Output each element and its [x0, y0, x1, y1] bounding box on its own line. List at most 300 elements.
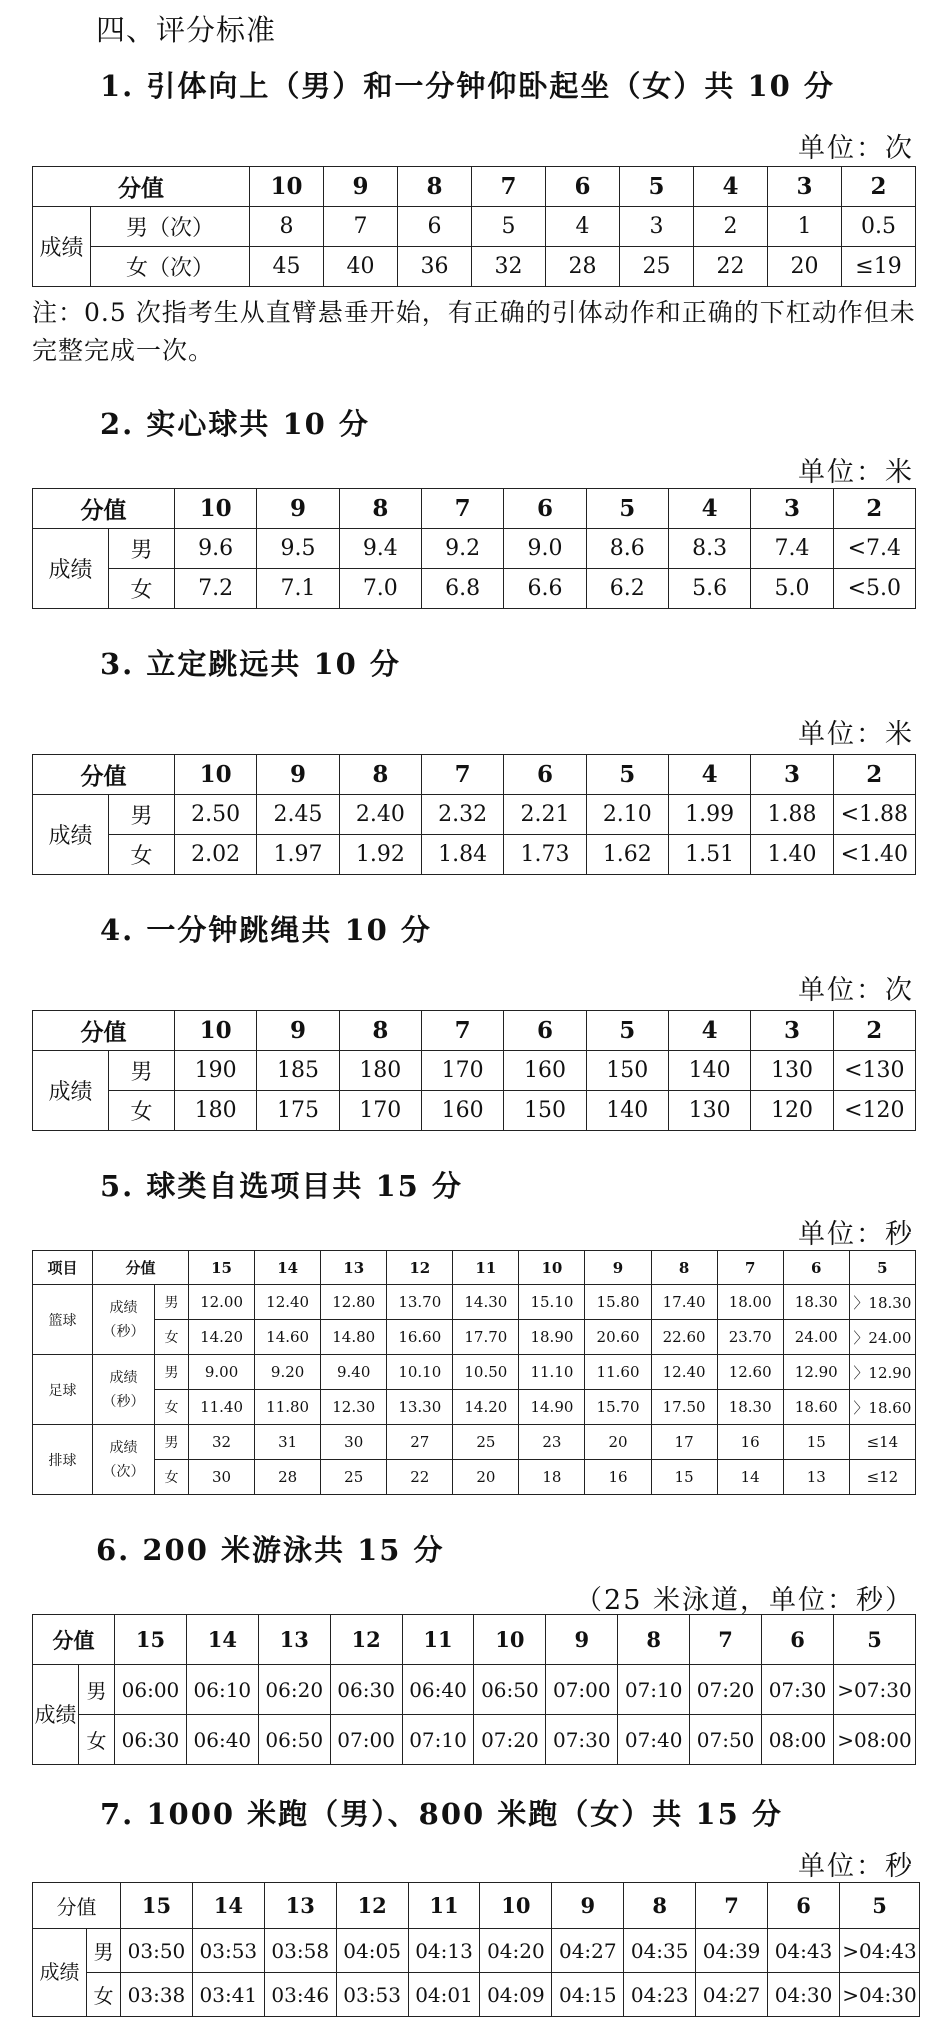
score-cell: 5	[586, 489, 668, 529]
value-cell: 190	[175, 1051, 257, 1091]
event-5-unit: 单位：秒	[798, 1219, 914, 1250]
value-cell: 15.10	[519, 1285, 585, 1320]
value-cell: 07:20	[474, 1715, 546, 1765]
value-cell: 03:38	[121, 1973, 193, 2017]
value-cell: 20	[585, 1425, 651, 1460]
table-row	[33, 1929, 920, 1973]
value-cell: 9.6	[175, 529, 257, 569]
value-cell: 06:50	[474, 1665, 546, 1715]
score-cell: 4	[668, 489, 750, 529]
value-cell: 12.80	[321, 1285, 387, 1320]
value-cell: 03:58	[264, 1929, 336, 1973]
score-cell: 7	[696, 1883, 768, 1929]
value-cell: 18.30	[783, 1285, 849, 1320]
value-cell: 18	[519, 1460, 585, 1495]
value-cell: 10.10	[387, 1355, 453, 1390]
row-label: 女	[87, 1973, 121, 2017]
score-cell: 7	[421, 489, 503, 529]
value-cell: 13.30	[387, 1390, 453, 1425]
table-row	[33, 1051, 916, 1091]
value-cell: 07:10	[402, 1715, 474, 1765]
value-cell: 2.45	[257, 795, 339, 835]
row-label: 女	[79, 1715, 115, 1765]
score-cell: 10	[175, 755, 257, 795]
item-header: 项目	[33, 1251, 93, 1285]
value-cell: 15.80	[585, 1285, 651, 1320]
score-cell: 8	[651, 1251, 717, 1285]
score-cell: 9	[585, 1251, 651, 1285]
row-label: 男	[155, 1285, 189, 1320]
value-cell: 17	[651, 1425, 717, 1460]
value-cell: 5	[472, 207, 546, 247]
score-cell: 9	[257, 1011, 339, 1051]
value-cell: <120	[833, 1091, 915, 1131]
value-cell: 25	[620, 247, 694, 287]
value-cell: 15	[651, 1460, 717, 1495]
score-cell: 12	[336, 1883, 408, 1929]
section-title: 四、评分标准	[96, 13, 277, 47]
value-cell: 14	[717, 1460, 783, 1495]
value-cell: 03:41	[192, 1973, 264, 2017]
value-cell: <5.0	[833, 569, 915, 609]
row-label: 女	[109, 835, 175, 875]
value-cell: 22	[694, 247, 768, 287]
score-cell: 6	[504, 755, 586, 795]
value-cell: 04:05	[336, 1929, 408, 1973]
item-volleyball: 排球	[33, 1425, 93, 1495]
score-cell: 7	[421, 1011, 503, 1051]
value-cell: 1.62	[586, 835, 668, 875]
score-cell: 10	[250, 167, 324, 207]
value-cell: 2.21	[504, 795, 586, 835]
value-cell: 8.3	[668, 529, 750, 569]
value-cell: >04:30	[840, 1973, 920, 2017]
value-cell: 06:10	[186, 1665, 258, 1715]
score-cell: 11	[453, 1251, 519, 1285]
value-cell: 4	[546, 207, 620, 247]
value-cell: 12.60	[717, 1355, 783, 1390]
score-cell: 3	[751, 489, 833, 529]
score-cell: 5	[834, 1615, 916, 1665]
score-cell: 8	[339, 1011, 421, 1051]
table-row	[33, 1460, 916, 1495]
score-cell: 6	[768, 1883, 840, 1929]
result-label: 成绩	[33, 1051, 109, 1131]
row-label: 女（次）	[91, 247, 250, 287]
value-cell: 13	[783, 1460, 849, 1495]
value-cell: 11.80	[255, 1390, 321, 1425]
value-cell: 04:23	[624, 1973, 696, 2017]
event-5-title: 5. 球类自选项目共 15 分	[100, 1169, 463, 1203]
score-cell: 5	[620, 167, 694, 207]
value-cell: 04:20	[480, 1929, 552, 1973]
value-cell: 15.70	[585, 1390, 651, 1425]
score-cell: 3	[751, 755, 833, 795]
value-cell: 〉24.00	[849, 1320, 915, 1355]
value-cell: 7.0	[339, 569, 421, 609]
value-cell: 11.40	[189, 1390, 255, 1425]
score-cell: 14	[186, 1615, 258, 1665]
value-cell: 20.60	[585, 1320, 651, 1355]
result-label: 成绩	[33, 207, 91, 287]
event-1-note: 注：0.5 次指考生从直臂悬垂开始，有正确的引体动作和正确的下杠动作但未完整完成一次。	[32, 298, 916, 365]
score-cell: 11	[408, 1883, 480, 1929]
value-cell: 9.40	[321, 1355, 387, 1390]
value-cell: ≤14	[849, 1425, 915, 1460]
event-7-unit: 单位：秒	[798, 1851, 914, 1882]
score-cell: 6	[504, 1011, 586, 1051]
score-cell: 7	[472, 167, 546, 207]
value-cell: 13.70	[387, 1285, 453, 1320]
event-4-table	[32, 1010, 916, 1131]
score-cell: 9	[546, 1615, 618, 1665]
value-cell: 185	[257, 1051, 339, 1091]
value-cell: 22.60	[651, 1320, 717, 1355]
result-label: 成绩	[33, 1929, 87, 2017]
score-cell: 10	[519, 1251, 585, 1285]
table-row	[33, 795, 916, 835]
value-cell: 〉18.30	[849, 1285, 915, 1320]
value-cell: 04:30	[768, 1973, 840, 2017]
table-row	[33, 1355, 916, 1390]
value-cell: 6	[398, 207, 472, 247]
event-1-table	[32, 166, 916, 287]
value-cell: 25	[453, 1425, 519, 1460]
event-2-title: 2. 实心球共 10 分	[100, 407, 370, 441]
value-cell: 180	[339, 1051, 421, 1091]
value-cell: 06:30	[115, 1715, 187, 1765]
value-cell: 2.32	[421, 795, 503, 835]
value-cell: 1.92	[339, 835, 421, 875]
value-cell: 150	[504, 1091, 586, 1131]
row-label: 男	[109, 795, 175, 835]
value-cell: 23.70	[717, 1320, 783, 1355]
value-cell: 07:50	[690, 1715, 762, 1765]
value-cell: <130	[833, 1051, 915, 1091]
result-label: 成绩（秒）	[93, 1355, 155, 1425]
event-6-table	[32, 1614, 916, 1765]
row-label: 女	[155, 1320, 189, 1355]
score-cell: 10	[474, 1615, 546, 1665]
table-row	[33, 207, 916, 247]
value-cell: 16	[585, 1460, 651, 1495]
score-cell: 3	[751, 1011, 833, 1051]
event-3-title: 3. 立定跳远共 10 分	[100, 647, 401, 681]
value-cell: 10.50	[453, 1355, 519, 1390]
result-label: 成绩	[33, 795, 109, 875]
score-cell: 2	[842, 167, 916, 207]
score-cell: 6	[783, 1251, 849, 1285]
score-cell: 3	[768, 167, 842, 207]
value-cell: 16	[717, 1425, 783, 1460]
value-cell: 20	[768, 247, 842, 287]
value-cell: 9.4	[339, 529, 421, 569]
value-cell: 175	[257, 1091, 339, 1131]
value-cell: 32	[472, 247, 546, 287]
value-cell: 0.5	[842, 207, 916, 247]
row-label: 女	[109, 569, 175, 609]
score-cell: 7	[421, 755, 503, 795]
value-cell: 18.60	[783, 1390, 849, 1425]
value-cell: 5.0	[751, 569, 833, 609]
value-cell: 04:09	[480, 1973, 552, 2017]
score-cell: 7	[717, 1251, 783, 1285]
score-cell: 4	[668, 1011, 750, 1051]
value-cell: 04:15	[552, 1973, 624, 2017]
value-cell: 22	[387, 1460, 453, 1495]
value-cell: 06:20	[258, 1665, 330, 1715]
value-cell: 1.88	[751, 795, 833, 835]
value-cell: 04:01	[408, 1973, 480, 2017]
value-cell: 12.40	[651, 1355, 717, 1390]
value-cell: 14.60	[255, 1320, 321, 1355]
row-label: 男	[155, 1425, 189, 1460]
score-cell: 10	[175, 1011, 257, 1051]
score-cell: 8	[618, 1615, 690, 1665]
value-cell: 6.6	[504, 569, 586, 609]
value-cell: 160	[421, 1091, 503, 1131]
value-cell: 20	[453, 1460, 519, 1495]
score-cell: 11	[402, 1615, 474, 1665]
score-cell: 9	[324, 167, 398, 207]
value-cell: 〉18.60	[849, 1390, 915, 1425]
score-cell: 5	[586, 1011, 668, 1051]
value-cell: 9.2	[421, 529, 503, 569]
score-cell: 10	[480, 1883, 552, 1929]
value-cell: 04:39	[696, 1929, 768, 1973]
row-label: 男	[109, 529, 175, 569]
row-label: 男（次）	[91, 207, 250, 247]
value-cell: 25	[321, 1460, 387, 1495]
value-cell: ≤19	[842, 247, 916, 287]
score-cell: 10	[175, 489, 257, 529]
table-row	[33, 1390, 916, 1425]
score-cell: 6	[762, 1615, 834, 1665]
value-cell: 40	[324, 247, 398, 287]
value-cell: 04:27	[552, 1929, 624, 1973]
value-cell: 7	[324, 207, 398, 247]
value-cell: 1.97	[257, 835, 339, 875]
value-cell: 11.60	[585, 1355, 651, 1390]
value-cell: 28	[546, 247, 620, 287]
score-cell: 13	[264, 1883, 336, 1929]
value-cell: 07:30	[762, 1665, 834, 1715]
result-label: 成绩（次）	[93, 1425, 155, 1495]
value-cell: >07:30	[834, 1665, 916, 1715]
value-cell: 1.84	[421, 835, 503, 875]
score-cell: 2	[833, 755, 915, 795]
value-cell: 30	[321, 1425, 387, 1460]
score-header: 分值	[33, 1883, 121, 1929]
value-cell: 06:40	[402, 1665, 474, 1715]
event-6-title: 6. 200 米游泳共 15 分	[96, 1533, 445, 1567]
event-3-unit: 单位：米	[798, 719, 914, 750]
value-cell: 45	[250, 247, 324, 287]
score-cell: 7	[690, 1615, 762, 1665]
value-cell: 1.40	[751, 835, 833, 875]
value-cell: 2.10	[586, 795, 668, 835]
table-row	[33, 1665, 916, 1715]
value-cell: 07:40	[618, 1715, 690, 1765]
score-cell: 15	[189, 1251, 255, 1285]
value-cell: 07:00	[546, 1665, 618, 1715]
value-cell: 03:53	[192, 1929, 264, 1973]
value-cell: >08:00	[834, 1715, 916, 1765]
value-cell: 18.90	[519, 1320, 585, 1355]
value-cell: 130	[668, 1091, 750, 1131]
table-row	[33, 1091, 916, 1131]
value-cell: 28	[255, 1460, 321, 1495]
value-cell: 07:00	[330, 1715, 402, 1765]
score-header: 分值	[33, 489, 175, 529]
value-cell: 5.6	[668, 569, 750, 609]
event-4-unit: 单位：次	[798, 975, 914, 1006]
event-3-table	[32, 754, 916, 875]
score-cell: 12	[330, 1615, 402, 1665]
score-cell: 9	[257, 489, 339, 529]
value-cell: 14.90	[519, 1390, 585, 1425]
value-cell: 3	[620, 207, 694, 247]
value-cell: 06:40	[186, 1715, 258, 1765]
score-cell: 12	[387, 1251, 453, 1285]
score-header: 分值	[33, 167, 250, 207]
value-cell: 12.90	[783, 1355, 849, 1390]
value-cell: 12.00	[189, 1285, 255, 1320]
value-cell: 17.50	[651, 1390, 717, 1425]
row-label: 女	[109, 1091, 175, 1131]
score-cell: 9	[257, 755, 339, 795]
score-cell: 8	[339, 489, 421, 529]
value-cell: 31	[255, 1425, 321, 1460]
value-cell: 03:53	[336, 1973, 408, 2017]
value-cell: 2.50	[175, 795, 257, 835]
value-cell: 04:43	[768, 1929, 840, 1973]
score-cell: 5	[840, 1883, 920, 1929]
score-cell: 2	[833, 489, 915, 529]
value-cell: 14.30	[453, 1285, 519, 1320]
value-cell: 23	[519, 1425, 585, 1460]
table-row	[33, 1285, 916, 1320]
value-cell: 2.02	[175, 835, 257, 875]
score-cell: 8	[624, 1883, 696, 1929]
value-cell: <1.88	[833, 795, 915, 835]
row-label: 男	[155, 1355, 189, 1390]
event-6-unit: （25 米泳道，单位：秒）	[575, 1585, 914, 1616]
value-cell: 17.40	[651, 1285, 717, 1320]
value-cell: 24.00	[783, 1320, 849, 1355]
value-cell: 150	[586, 1051, 668, 1091]
item-basketball: 篮球	[33, 1285, 93, 1355]
value-cell: 07:20	[690, 1665, 762, 1715]
table-row	[33, 1715, 916, 1765]
value-cell: 180	[175, 1091, 257, 1131]
value-cell: 2	[694, 207, 768, 247]
value-cell: 18.00	[717, 1285, 783, 1320]
score-cell: 4	[694, 167, 768, 207]
table-row	[33, 247, 916, 287]
value-cell: 15	[783, 1425, 849, 1460]
result-label: 成绩	[33, 529, 109, 609]
value-cell: <7.4	[833, 529, 915, 569]
value-cell: 1.99	[668, 795, 750, 835]
value-cell: 140	[586, 1091, 668, 1131]
value-cell: 06:30	[330, 1665, 402, 1715]
value-cell: 30	[189, 1460, 255, 1495]
value-cell: 9.00	[189, 1355, 255, 1390]
value-cell: 06:00	[115, 1665, 187, 1715]
event-7-table	[32, 1882, 920, 2017]
value-cell: 7.1	[257, 569, 339, 609]
value-cell: 12.40	[255, 1285, 321, 1320]
value-cell: 130	[751, 1051, 833, 1091]
value-cell: 03:50	[121, 1929, 193, 1973]
score-cell: 2	[833, 1011, 915, 1051]
value-cell: 〉12.90	[849, 1355, 915, 1390]
score-cell: 9	[552, 1883, 624, 1929]
row-label: 男	[87, 1929, 121, 1973]
table-row	[33, 1973, 920, 2017]
value-cell: 12.30	[321, 1390, 387, 1425]
value-cell: 1.73	[504, 835, 586, 875]
score-cell: 5	[849, 1251, 915, 1285]
score-cell: 15	[121, 1883, 193, 1929]
value-cell: 36	[398, 247, 472, 287]
score-cell: 15	[115, 1615, 187, 1665]
value-cell: 1	[768, 207, 842, 247]
value-cell: 04:27	[696, 1973, 768, 2017]
result-label: 成绩（秒）	[93, 1285, 155, 1355]
value-cell: ≤12	[849, 1460, 915, 1495]
score-cell: 6	[504, 489, 586, 529]
value-cell: 1.51	[668, 835, 750, 875]
value-cell: 03:46	[264, 1973, 336, 2017]
value-cell: 32	[189, 1425, 255, 1460]
value-cell: 11.10	[519, 1355, 585, 1390]
event-1-unit: 单位：次	[798, 133, 914, 164]
value-cell: 6.2	[586, 569, 668, 609]
row-label: 男	[79, 1665, 115, 1715]
value-cell: 8.6	[586, 529, 668, 569]
value-cell: 08:00	[762, 1715, 834, 1765]
value-cell: 8	[250, 207, 324, 247]
value-cell: 14.80	[321, 1320, 387, 1355]
value-cell: 04:13	[408, 1929, 480, 1973]
value-cell: 18.30	[717, 1390, 783, 1425]
score-cell: 8	[398, 167, 472, 207]
score-cell: 8	[339, 755, 421, 795]
value-cell: 2.40	[339, 795, 421, 835]
score-cell: 4	[668, 755, 750, 795]
score-cell: 14	[192, 1883, 264, 1929]
item-football: 足球	[33, 1355, 93, 1425]
score-cell: 13	[321, 1251, 387, 1285]
score-header: 分值	[33, 755, 175, 795]
value-cell: 16.60	[387, 1320, 453, 1355]
table-row	[33, 529, 916, 569]
value-cell: 27	[387, 1425, 453, 1460]
value-cell: 9.20	[255, 1355, 321, 1390]
value-cell: <1.40	[833, 835, 915, 875]
value-cell: 9.5	[257, 529, 339, 569]
row-label: 女	[155, 1390, 189, 1425]
result-label: 成绩	[33, 1665, 79, 1765]
value-cell: >04:43	[840, 1929, 920, 1973]
row-label: 男	[109, 1051, 175, 1091]
table-row	[33, 1425, 916, 1460]
value-cell: 140	[668, 1051, 750, 1091]
score-header: 分值	[93, 1251, 189, 1285]
score-cell: 14	[255, 1251, 321, 1285]
